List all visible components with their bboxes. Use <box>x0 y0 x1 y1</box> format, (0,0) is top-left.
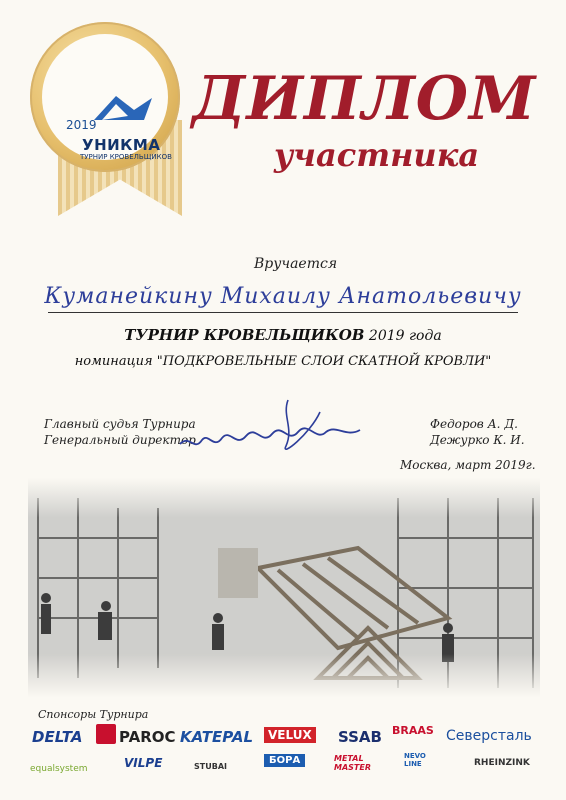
paroc-mark-icon <box>96 724 116 744</box>
signatory-names <box>430 416 525 448</box>
recipient-name: Куманейкину Михаилу Анатольевичу <box>44 284 522 309</box>
general-director-title: Генеральный директор <box>44 433 196 447</box>
diploma-title: ДИПЛОМ <box>192 64 537 134</box>
sponsor-logo-katepal: KATEPAL <box>180 728 254 746</box>
sponsor-logo-nevo-line: NEVO LINE <box>404 752 426 768</box>
nomination-line <box>0 354 566 369</box>
chief-judge-name: Федоров А. Д. <box>430 417 518 431</box>
sponsor-logo-vilpe: VILPE <box>124 756 163 770</box>
place-date: Москва, март 2019г. <box>400 458 536 472</box>
sponsor-logo-ssab: SSAB <box>338 728 382 746</box>
badge-subtitle: ТУРНИР КРОВЕЛЬЩИКОВ <box>80 153 172 161</box>
sponsor-logo-severstal: Северсталь <box>446 728 532 744</box>
sponsor-logo-equalsystem: equalsystem <box>30 764 88 774</box>
sponsor-logo-delta: DELTA <box>32 728 83 746</box>
nomination-value: "ПОДКРОВЕЛЬНЫЕ СЛОИ СКАТНОЙ КРОВЛИ" <box>156 354 492 369</box>
sponsor-logo-rheinzink: RHEINZINK <box>474 758 530 768</box>
chief-judge-title: Главный судья Турнира <box>44 417 196 431</box>
badge-year: 2019 <box>66 118 97 132</box>
badge-brand: УНИКМА <box>82 136 161 154</box>
general-director-name: Дежурко К. И. <box>430 433 525 447</box>
tournament-name: ТУРНИР КРОВЕЛЬЩИКОВ <box>124 326 365 344</box>
nomination-label: номинация <box>74 354 153 369</box>
sponsor-logo-braas: BRAAS <box>392 724 434 737</box>
diploma-subtitle: участника <box>274 136 480 174</box>
tournament-year: 2019 года <box>368 328 442 344</box>
sponsor-logo-paroc: PAROC <box>119 728 176 746</box>
sponsor-logo-bora: БОРА <box>264 754 305 767</box>
awarded-label: Вручается <box>254 256 338 272</box>
tournament-line <box>0 326 566 344</box>
sponsor-logo-metal-master: METAL MASTER <box>334 754 371 772</box>
sponsor-logo-stubai: STUBAI <box>194 762 227 771</box>
roof-logo-icon <box>94 92 154 122</box>
recipient-underline <box>48 312 518 313</box>
workshop-photo <box>28 478 540 698</box>
handwritten-signature <box>170 394 370 464</box>
sponsors-title: Спонсоры Турнира <box>38 708 149 721</box>
sponsor-logo-velux: VELUX <box>264 727 316 743</box>
event-badge <box>30 22 180 172</box>
